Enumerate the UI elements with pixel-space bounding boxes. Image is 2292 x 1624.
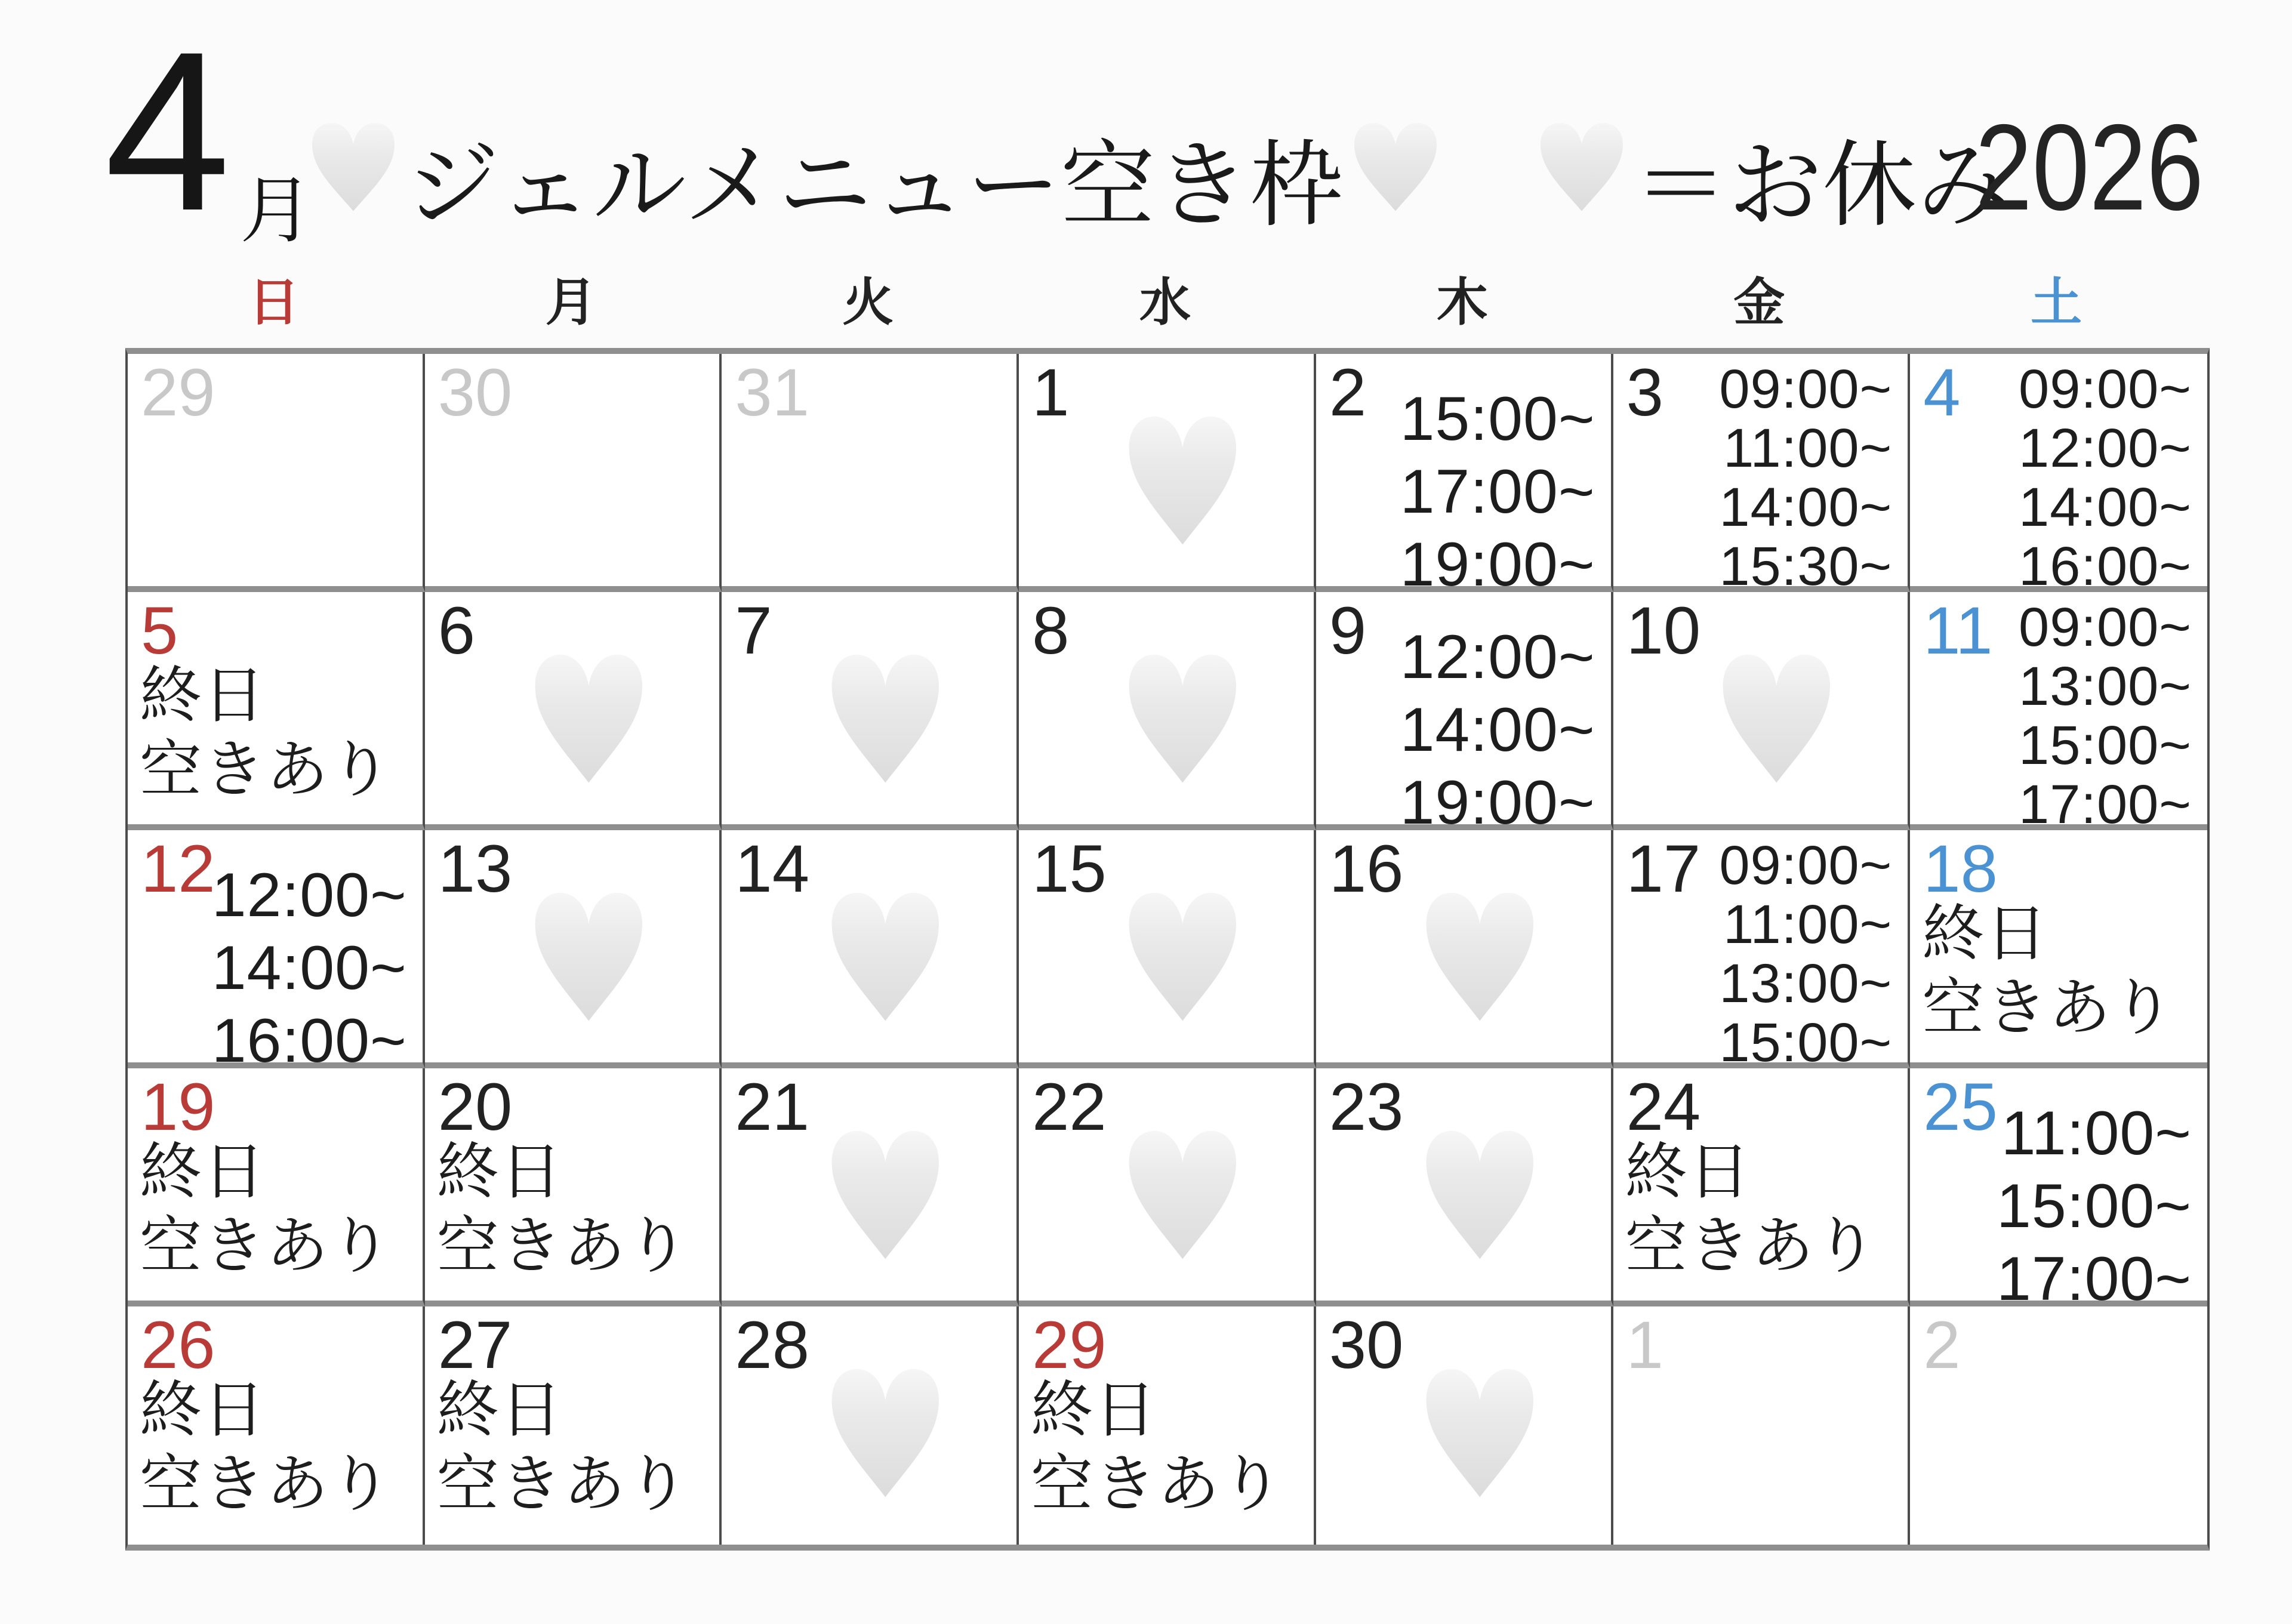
time-slot: 19:00~ [1400, 768, 1595, 830]
day-number: 3 [1626, 355, 1663, 430]
all-day-available-label: 終日 空きあり [140, 1138, 393, 1281]
calendar-cell[interactable] [1316, 1306, 1613, 1545]
white-heart-icon [301, 115, 405, 240]
weekday-label-金: 金 [1733, 274, 1785, 331]
day-number: 2 [1923, 1308, 1961, 1382]
time-slot: 14:00~ [1719, 477, 1893, 538]
calendar-cell[interactable] [1316, 830, 1613, 1068]
day-number: 7 [735, 593, 772, 668]
time-slot: 15:00~ [1400, 384, 1595, 454]
calendar-header [301, 122, 2011, 238]
calendar-cell[interactable] [425, 592, 722, 830]
day-off-heart [1718, 643, 1835, 796]
day-number: 31 [735, 355, 809, 430]
day-off-heart [827, 643, 944, 796]
day-number: 21 [735, 1070, 809, 1144]
weekday-label-火: 火 [842, 274, 894, 331]
calendar-cell[interactable] [1019, 354, 1316, 592]
white-heart-icon [1125, 1120, 1241, 1269]
time-slot: 14:00~ [211, 933, 407, 1003]
calendar-cell[interactable] [1316, 592, 1613, 830]
day-number: 22 [1032, 1070, 1107, 1144]
all-day-available-label: 終日 空きあり [1625, 1138, 1878, 1281]
all-day-available-label: 終日 空きあり [140, 1376, 393, 1519]
calendar-cell[interactable] [1910, 830, 2207, 1068]
calendar-cell[interactable] [722, 1068, 1019, 1306]
white-heart-icon [1344, 115, 1447, 240]
day-number: 14 [735, 831, 809, 906]
weekday-label-土: 土 [2031, 274, 2082, 331]
calendar-cell[interactable] [1613, 1306, 1911, 1545]
time-slot: 13:00~ [1719, 953, 1893, 1014]
white-heart-icon [530, 882, 646, 1031]
day-off-heart [827, 1358, 944, 1510]
calendar-cell[interactable] [722, 830, 1019, 1068]
time-slot: 12:00~ [2019, 418, 2192, 479]
time-slot: 09:00~ [2019, 597, 2192, 658]
white-heart-icon [1530, 115, 1634, 240]
calendar-cell[interactable] [1910, 1306, 2207, 1545]
weekday-label-水: 水 [1139, 274, 1191, 331]
day-number: 26 [141, 1308, 215, 1382]
day-number: 4 [1923, 355, 1961, 430]
time-slot-list [1719, 836, 1892, 1068]
calendar-cell[interactable] [128, 592, 425, 830]
year-label: 2026 [1974, 99, 2204, 236]
white-heart-icon [1422, 1358, 1538, 1507]
time-slot: 16:00~ [211, 1006, 407, 1068]
day-number: 17 [1626, 831, 1701, 906]
calendar-cell[interactable] [128, 830, 425, 1068]
time-slot: 15:00~ [1997, 1172, 2192, 1241]
white-heart-icon [827, 882, 944, 1031]
time-slot: 14:00~ [1400, 695, 1595, 765]
white-heart-icon [1422, 882, 1538, 1031]
day-number: 13 [438, 831, 513, 906]
white-heart-icon [1422, 1120, 1538, 1269]
weekday-label-月: 月 [545, 274, 597, 331]
white-heart-icon [827, 643, 944, 793]
time-slot-list [2019, 360, 2192, 592]
day-off-heart [827, 882, 944, 1034]
white-heart-icon [1125, 882, 1241, 1031]
calendar-cell[interactable] [1613, 830, 1911, 1068]
day-number: 19 [141, 1070, 215, 1144]
time-slot: 09:00~ [1719, 359, 1893, 420]
day-off-heart [827, 1120, 944, 1272]
calendar-cell[interactable] [425, 1068, 722, 1306]
day-number: 23 [1329, 1070, 1404, 1144]
time-slot: 13:00~ [2019, 656, 2192, 717]
day-number: 29 [141, 355, 215, 430]
white-heart-icon [827, 1358, 944, 1507]
time-slot-list [1400, 383, 1595, 592]
calendar-cell[interactable] [425, 830, 722, 1068]
day-off-heart [530, 882, 646, 1034]
day-number: 27 [438, 1308, 513, 1382]
time-slot-list [1997, 1097, 2192, 1306]
calendar-cell[interactable] [128, 1068, 425, 1306]
time-slot: 15:30~ [1719, 536, 1893, 592]
time-slot: 12:00~ [1400, 623, 1595, 692]
day-number: 8 [1032, 593, 1070, 668]
calendar-cell[interactable] [425, 354, 722, 592]
day-off-heart [530, 643, 646, 796]
white-heart-icon [1351, 115, 1440, 218]
day-number: 25 [1923, 1070, 1998, 1144]
all-day-available-label: 終日 空きあり [436, 1138, 690, 1281]
time-slot: 17:00~ [2019, 774, 2192, 830]
time-slot: 15:00~ [1719, 1012, 1893, 1068]
white-heart-icon [530, 643, 646, 793]
day-number: 29 [1032, 1308, 1107, 1382]
calendar-cell[interactable] [128, 1306, 425, 1545]
all-day-available-label: 終日 空きあり [1031, 1376, 1284, 1519]
time-slot: 11:00~ [1723, 418, 1893, 479]
weekday-label-日: 日 [248, 274, 300, 331]
calendar-cell[interactable] [425, 1306, 722, 1545]
white-heart-icon [309, 115, 398, 218]
day-off-heart [1125, 643, 1241, 796]
calendar-cell[interactable] [1613, 592, 1911, 830]
all-day-available-label: 終日 空きあり [1922, 899, 2176, 1043]
day-number: 2 [1329, 355, 1367, 430]
time-slot-list [1400, 621, 1595, 830]
day-number: 20 [438, 1070, 513, 1144]
all-day-available-label: 終日 空きあり [140, 661, 393, 805]
legend-label: ＝お休み [1634, 133, 2011, 238]
day-number: 30 [1329, 1308, 1404, 1382]
time-slot-list [1719, 360, 1892, 592]
day-off-heart [1422, 1358, 1538, 1510]
white-heart-icon [827, 1120, 944, 1269]
weekday-header [125, 270, 2205, 335]
calendar-cell[interactable] [1316, 1068, 1613, 1306]
calendar-title: ジェルメニュー空き枠 [405, 133, 1344, 238]
white-heart-icon [1125, 643, 1241, 793]
calendar-cell[interactable] [1019, 1068, 1316, 1306]
day-number: 6 [438, 593, 475, 668]
white-heart-icon [1718, 643, 1835, 793]
calendar-cell[interactable] [722, 592, 1019, 830]
time-slot: 12:00~ [211, 861, 407, 930]
calendar-cell[interactable] [1019, 830, 1316, 1068]
white-heart-icon [1537, 115, 1626, 218]
time-slot: 14:00~ [2019, 477, 2192, 538]
day-number: 1 [1032, 355, 1070, 430]
day-off-heart [1422, 1120, 1538, 1272]
calendar-cell[interactable] [1613, 1068, 1911, 1306]
time-slot-list [2019, 598, 2192, 830]
legend [1530, 110, 2011, 245]
time-slot: 17:00~ [1997, 1244, 2192, 1306]
time-slot: 19:00~ [1400, 530, 1595, 592]
day-number: 30 [438, 355, 513, 430]
day-number: 11 [1923, 593, 1993, 668]
calendar-cell[interactable] [1910, 354, 2207, 592]
day-off-heart [1125, 882, 1241, 1034]
day-off-heart [1125, 1120, 1241, 1272]
day-number: 15 [1032, 831, 1107, 906]
calendar-cell[interactable] [1019, 592, 1316, 830]
month-number: 4 [104, 4, 231, 258]
calendar-cell[interactable] [722, 354, 1019, 592]
calendar-cell[interactable] [1910, 592, 2207, 830]
time-slot: 11:00~ [2001, 1099, 2192, 1168]
calendar-grid [125, 348, 2210, 1551]
day-number: 12 [141, 831, 215, 906]
day-number: 5 [141, 593, 178, 668]
time-slot: 09:00~ [1719, 835, 1893, 896]
day-number: 18 [1923, 831, 1998, 906]
day-number: 9 [1329, 593, 1367, 668]
calendar-cell[interactable] [1316, 354, 1613, 592]
time-slot: 15:00~ [2019, 715, 2192, 776]
time-slot: 11:00~ [1723, 894, 1893, 955]
month-unit-label: 月 [240, 170, 313, 251]
time-slot: 16:00~ [2019, 536, 2192, 592]
time-slot-list [212, 859, 407, 1068]
day-number: 16 [1329, 831, 1404, 906]
white-heart-icon [1125, 405, 1241, 554]
day-number: 24 [1626, 1070, 1701, 1144]
day-number: 28 [735, 1308, 809, 1382]
time-slot: 09:00~ [2019, 359, 2192, 420]
day-number: 10 [1626, 593, 1701, 668]
day-number: 1 [1626, 1308, 1663, 1382]
calendar-cell[interactable] [1613, 354, 1911, 592]
calendar-cell[interactable] [1910, 1068, 2207, 1306]
time-slot: 17:00~ [1400, 457, 1595, 526]
day-off-heart [1125, 405, 1241, 557]
calendar-cell[interactable] [1019, 1306, 1316, 1545]
calendar-cell[interactable] [128, 354, 425, 592]
all-day-available-label: 終日 空きあり [436, 1376, 690, 1519]
calendar-cell[interactable] [722, 1306, 1019, 1545]
weekday-label-木: 木 [1436, 274, 1488, 331]
day-off-heart [1422, 882, 1538, 1034]
